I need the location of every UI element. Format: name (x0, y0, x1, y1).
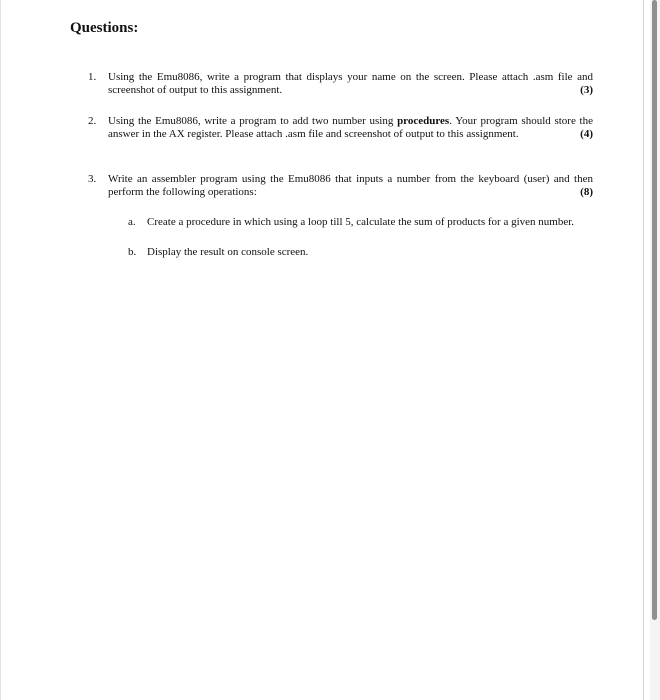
question-number: 1. (88, 71, 97, 83)
question-number: 2. (88, 115, 97, 127)
question-marks: (4) (580, 127, 593, 140)
question-text: Write an assembler program using the Emu8086 that inputs a number from the keyboard (user) and then perform the following operations: (8) (108, 173, 593, 198)
sub-item (128, 216, 593, 229)
page-title: Questions: (70, 20, 139, 36)
question-item (88, 173, 593, 198)
sub-item-text: Create a procedure in which using a loop till 5, calculate the sum of products for a given number. (147, 216, 575, 228)
question-marks: (8) (580, 185, 593, 198)
question-item (88, 115, 593, 140)
sub-item-text: Display the result on console screen. (147, 246, 309, 258)
question-text: Using the Emu8086, write a program that displays your name on the screen. Please attach .asm file and screenshot of output to this assignment. (3) (108, 71, 593, 96)
question-marks: (3) (580, 83, 593, 96)
question-number: 3. (88, 173, 97, 185)
vertical-scrollbar[interactable] (650, 0, 660, 700)
question-item (88, 71, 593, 96)
sub-item-letter: b. (128, 246, 137, 258)
sub-item-letter: a. (128, 216, 136, 228)
scrollbar-thumb[interactable] (652, 0, 657, 620)
page-edge-left (0, 0, 1, 700)
sub-item (128, 246, 593, 259)
emphasis-text: procedures (397, 115, 450, 127)
question-text: Using the Emu8086, write a program to add two number using procedures. Your program should store the answer in the AX register. Please attach .asm file and screenshot of output to this assignment. (4) (108, 115, 593, 140)
page-edge-right (643, 0, 644, 700)
